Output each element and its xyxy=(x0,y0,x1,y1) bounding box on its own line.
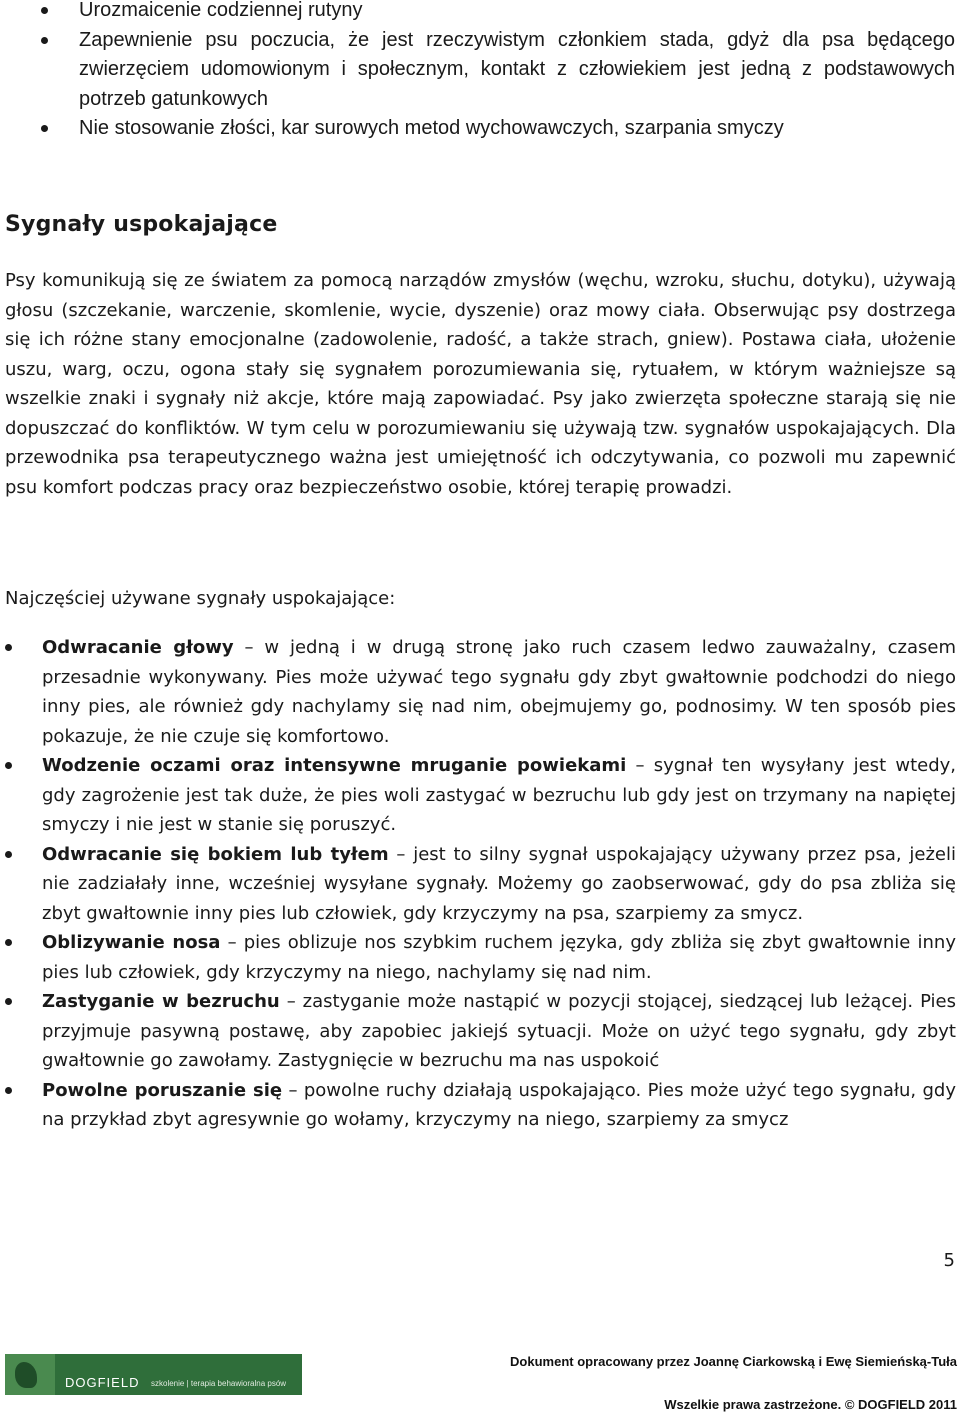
signal-item xyxy=(0,751,960,840)
bullet-icon xyxy=(5,1087,12,1094)
top-bullet-list xyxy=(0,0,960,144)
logo-brand-text: DOGFIELD xyxy=(65,1375,140,1390)
bullet-icon xyxy=(5,998,12,1005)
bullet-icon xyxy=(41,37,48,44)
list-item xyxy=(0,0,960,26)
logo-tagline: szkolenie | terapia behawioralna psów xyxy=(151,1379,287,1388)
bullet-icon xyxy=(41,125,48,132)
signals-intro: Najczęściej używane sygnały uspokajające: xyxy=(5,588,396,609)
section-heading: Sygnały uspokajające xyxy=(5,212,278,237)
signal-item xyxy=(0,633,960,751)
bullet-icon xyxy=(5,939,12,946)
list-item-text: Urozmaicenie codziennej rutyny xyxy=(79,0,363,21)
signal-term: Wodzenie oczami oraz intensywne mruganie powiekami xyxy=(42,755,627,776)
signal-item xyxy=(0,987,960,1076)
signal-description: – w jedną i w drugą stronę jako ruch czasem ledwo zauważalny, czasem przesadnie wykonywany. Pies może używać tego sygnału gdy zbyt gwałtownie podchodzi do niego inny pies, ale również gdy nachylamy się nad nim, obejmujemy go, podnosimy. W ten sposób pies pokazuje, że nie czuje się komfortowo. xyxy=(42,637,956,747)
signal-description: – sygnał ten wysyłany jest wtedy, gdy zagrożenie jest tak duże, że pies woli zastygać w bezruchu lub gdy jest on trzymany na napiętej smyczy i nie jest w stanie się poruszyć. xyxy=(42,755,956,835)
body-paragraph: Psy komunikują się ze światem za pomocą narządów zmysłów (węchu, wzroku, słuchu, dotyku), używają głosu (szczekanie, warczenie, skomlenie, wycie, dyszenie) oraz mowy ciała. Obserwując psy dostrzega się ich różne stany emocjonalne (zadowolenie, radość, a także strach, gniew). Postawa ciała, ułożenie uszu, warg, oczu, ogona stały się sygnałem porozumiewania się, rytuałem, w którym ważniejsze są wszelkie znaki i sygnały niż akcje, które mają zapowiadać. Psy jako zwierzęta społeczne starają się nie dopuszczać do konfliktów. W tym celu w porozumiewaniu się używają tzw. sygnałów uspokajających. Dla przewodnika psa terapeutycznego ważna jest umiejętność ich odczytywania, co pozwoli mu zapewnić psu komfort podczas pracy oraz bezpieczeństwo osobie, której terapię prowadzi. xyxy=(5,270,956,498)
bullet-icon xyxy=(41,7,48,14)
bullet-icon xyxy=(5,644,12,651)
dogfield-logo xyxy=(5,1354,302,1395)
bullet-icon xyxy=(5,762,12,769)
list-item-text: Nie stosowanie złości, kar surowych metod wychowawczych, szarpania smyczy xyxy=(79,117,784,139)
footer-authors: Dokument opracowany przez Joannę Ciarkowską i Ewę Siemieńską-Tuła xyxy=(510,1354,957,1369)
dog-emblem-icon xyxy=(5,1354,55,1395)
signal-term: Oblizywanie nosa xyxy=(42,932,221,953)
signal-description: – zastyganie może nastąpić w pozycji stojącej, siedzącej lub leżącej. Pies przyjmuje pasywną postawę, aby zapobiec jakiejś sytuacji. Może on użyć tego sygnału, gdy zbyt gwałtownie go zawołamy. Zastygnięcie w bezruchu ma nas uspokoić xyxy=(42,991,956,1071)
footer-copyright: Wszelkie prawa zastrzeżone. © DOGFIELD 2011 xyxy=(664,1397,957,1412)
list-item-text: Zapewnienie psu poczucia, że jest rzeczywistym członkiem stada, gdyż dla psa będącego zwierzęciem udomowionym i społecznym, kontakt z człowiekiem jest jedną z podstawowych potrzeb gatunkowych xyxy=(79,28,955,110)
signal-term: Zastyganie w bezruchu xyxy=(42,991,280,1012)
signals-list xyxy=(0,633,960,1135)
signal-term: Odwracanie głowy xyxy=(42,637,234,658)
bullet-icon xyxy=(5,851,12,858)
signal-item xyxy=(0,1076,960,1135)
signal-item xyxy=(0,928,960,987)
list-item xyxy=(0,114,960,144)
signal-description: – jest to silny sygnał uspokajający używany przez psa, jeżeli nie zadziałały inne, wcześniej wysyłane sygnały. Możemy go zaobserwować, gdy do psa zbliża się zbyt gwałtownie inny pies lub człowiek, gdy krzyczymy na psa, szarpiemy za smycz. xyxy=(42,843,956,924)
signal-term: Powolne poruszanie się xyxy=(42,1079,283,1101)
list-item xyxy=(0,26,960,115)
page-number: 5 xyxy=(943,1250,955,1271)
signal-description: – powolne ruchy działają uspokajająco. Pies może użyć tego sygnału, gdy na przykład zbyt agresywnie go wołamy, krzyczymy na niego, szarpiemy za smycz xyxy=(42,1079,956,1130)
signal-term: Odwracanie się bokiem lub tyłem xyxy=(42,843,389,865)
signal-description: – pies oblizuje nos szybkim ruchem języka, gdy zbliża się zbyt gwałtownie inny pies lub człowiek, gdy krzyczymy na niego, nachylamy się nad nim. xyxy=(42,932,956,983)
signal-item xyxy=(0,840,960,929)
